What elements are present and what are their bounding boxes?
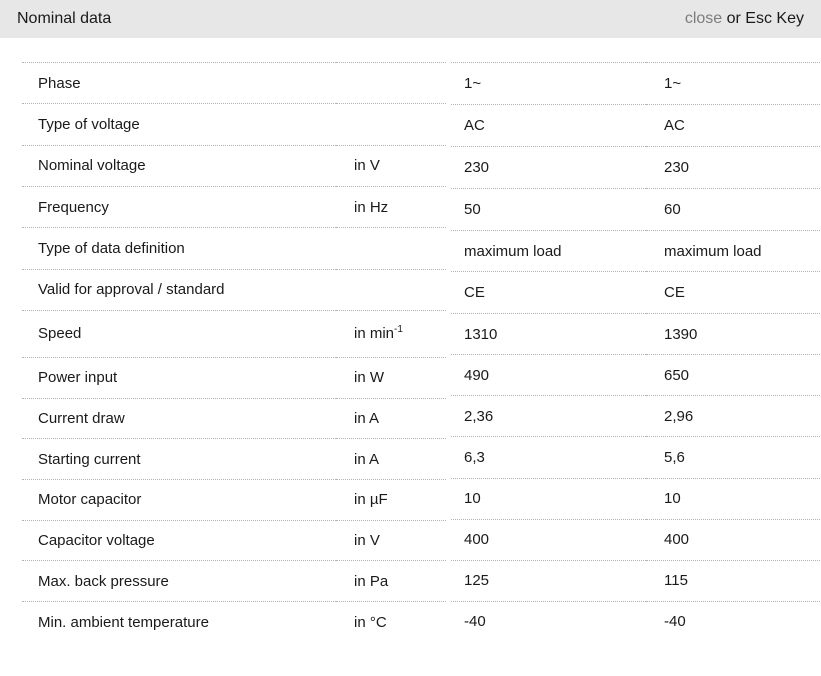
spec-unit: in Hz bbox=[336, 186, 446, 227]
spec-label: Frequency bbox=[22, 186, 336, 227]
spec-value-2: 5,6 bbox=[646, 437, 821, 478]
spec-label: Valid for approval / standard bbox=[22, 269, 336, 310]
table-row-right bbox=[451, 519, 821, 560]
spec-label: Type of voltage bbox=[22, 104, 336, 145]
table-row-left bbox=[22, 186, 446, 227]
table-row-right bbox=[451, 314, 821, 355]
spec-unit: in A bbox=[336, 398, 446, 439]
table-row-left bbox=[22, 63, 446, 104]
spec-unit: in V bbox=[336, 520, 446, 561]
spec-label: Type of data definition bbox=[22, 228, 336, 269]
spec-unit: in $\min^{-1}$ bbox=[336, 310, 446, 357]
spec-value-2: maximum load bbox=[646, 230, 821, 272]
spec-value-2: 650 bbox=[646, 355, 821, 396]
spec-label: Power input bbox=[22, 357, 336, 398]
spec-label: Starting current bbox=[22, 439, 336, 480]
dialog-titlebar bbox=[0, 0, 821, 38]
spec-value-1: 50 bbox=[451, 188, 646, 230]
spec-table-zone bbox=[22, 62, 821, 642]
spec-value-1: 125 bbox=[451, 560, 646, 601]
table-row-left bbox=[22, 228, 446, 269]
table-row-right bbox=[451, 478, 821, 519]
spec-unit: in W bbox=[336, 357, 446, 398]
close-link[interactable]: close bbox=[684, 10, 723, 27]
table-row-left bbox=[22, 561, 446, 602]
table-row-right bbox=[451, 355, 821, 396]
spec-value-2: 60 bbox=[646, 188, 821, 230]
spec-label: Current draw bbox=[22, 398, 336, 439]
table-row-left bbox=[22, 520, 446, 561]
spec-value-1: 1310 bbox=[451, 314, 646, 355]
spec-unit: in °C bbox=[354, 613, 387, 631]
table-row-right bbox=[451, 601, 821, 642]
spec-unit: in Pa bbox=[336, 561, 446, 602]
spec-label: Motor capacitor bbox=[22, 480, 336, 521]
spec-label: Capacitor voltage bbox=[22, 520, 336, 561]
spec-unit bbox=[336, 63, 446, 104]
spec-value-2: 115 bbox=[646, 560, 821, 601]
spec-value-2: AC bbox=[646, 104, 821, 146]
table-row-left bbox=[22, 480, 446, 521]
spec-value-2: 230 bbox=[646, 146, 821, 188]
spec-table-right-body bbox=[451, 63, 821, 643]
spec-value-1: 10 bbox=[451, 478, 646, 519]
spec-value-1: AC bbox=[451, 104, 646, 146]
spec-value-1: 1~ bbox=[451, 63, 646, 105]
spec-label: Phase bbox=[22, 63, 336, 104]
table-row-left bbox=[22, 104, 446, 145]
spec-value-1: -40 bbox=[464, 613, 486, 631]
spec-value-2: 2,96 bbox=[646, 396, 821, 437]
spec-label: Speed bbox=[22, 310, 336, 357]
spec-value-1: 230 bbox=[451, 146, 646, 188]
table-row-right bbox=[451, 560, 821, 601]
unit-superscript: -1 bbox=[394, 324, 403, 336]
table-row-left bbox=[22, 145, 446, 186]
table-row-right bbox=[451, 396, 821, 437]
spec-unit: in V bbox=[336, 145, 446, 186]
spec-value-2: 400 bbox=[646, 519, 821, 560]
table-row-right bbox=[451, 63, 821, 105]
spec-value-2: 1~ bbox=[646, 63, 821, 105]
table-row-right bbox=[451, 437, 821, 478]
spec-value-2: 1390 bbox=[646, 314, 821, 355]
spec-unit bbox=[336, 269, 446, 310]
dialog-title: Nominal data bbox=[17, 10, 112, 27]
spec-value-2: 10 bbox=[646, 478, 821, 519]
spec-value-1: 490 bbox=[451, 355, 646, 396]
spec-table-left bbox=[22, 62, 446, 642]
spec-value-2: CE bbox=[646, 272, 821, 314]
spec-value-1: 400 bbox=[451, 519, 646, 560]
table-row-left bbox=[22, 439, 446, 480]
close-hint-text: or Esc Key bbox=[722, 10, 804, 27]
spec-value-2: -40 bbox=[664, 613, 686, 631]
table-row-right bbox=[451, 146, 821, 188]
close-area bbox=[685, 10, 804, 28]
table-row-right bbox=[451, 230, 821, 272]
spec-value-1: maximum load bbox=[451, 230, 646, 272]
table-row-left bbox=[22, 398, 446, 439]
spec-label: Min. ambient temperature bbox=[38, 613, 209, 631]
table-row-left bbox=[22, 602, 446, 643]
table-row-right bbox=[451, 104, 821, 146]
table-row-right bbox=[451, 188, 821, 230]
spec-label: Nominal voltage bbox=[22, 145, 336, 186]
spec-value-1: 2,36 bbox=[451, 396, 646, 437]
spec-unit bbox=[336, 228, 446, 269]
spec-table-right bbox=[451, 62, 821, 642]
table-row-left bbox=[22, 357, 446, 398]
spec-table-left-body bbox=[22, 63, 446, 643]
table-row-left bbox=[22, 310, 446, 357]
spec-unit: in A bbox=[336, 439, 446, 480]
spec-value-1: CE bbox=[451, 272, 646, 314]
table-row-left bbox=[22, 269, 446, 310]
spec-unit: in µF bbox=[336, 480, 446, 521]
spec-label: Max. back pressure bbox=[22, 561, 336, 602]
table-row-right bbox=[451, 272, 821, 314]
spec-unit bbox=[336, 104, 446, 145]
spec-value-1: 6,3 bbox=[451, 437, 646, 478]
